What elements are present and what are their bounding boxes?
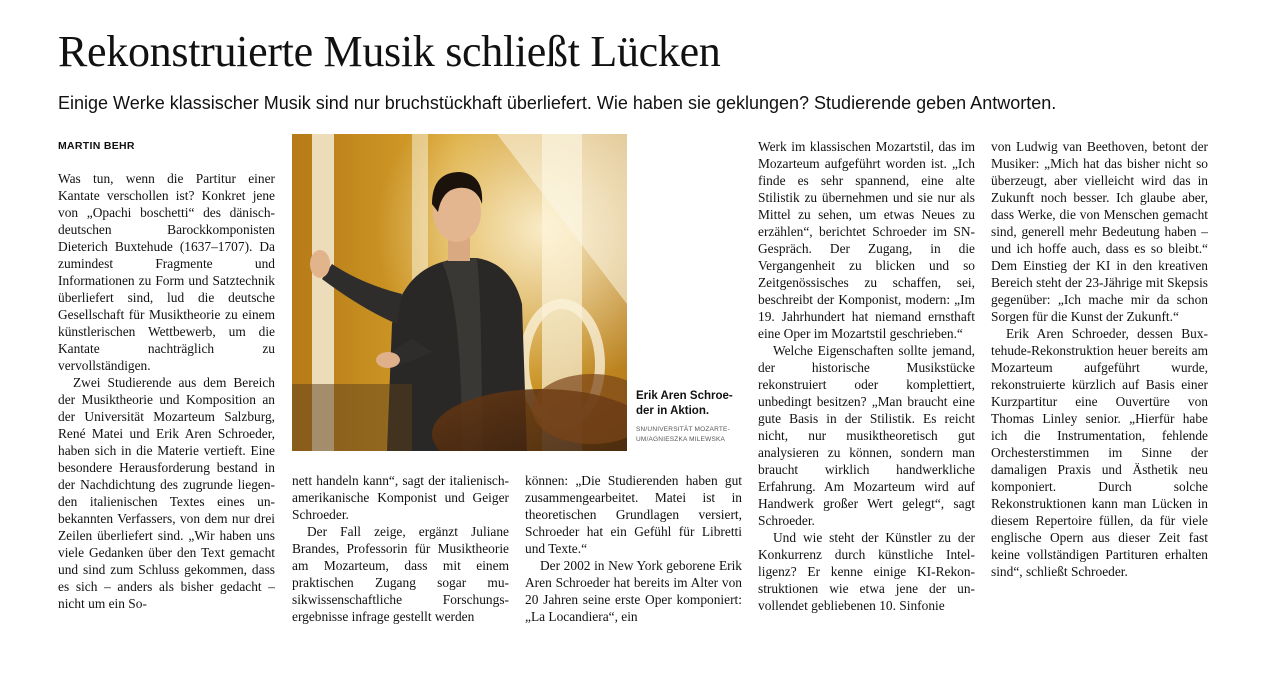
article-column-4 [758, 138, 975, 614]
article-column-3 [525, 472, 742, 625]
paragraph: Und wie steht der Künstler zu der Konkurrenz durch künstliche Intelligenz? Er kenne einige KI-Rekonstruktionen wie etwa jene der unvollendet gebliebenen 10. Sinfonie [758, 530, 975, 613]
paragraph: nett handeln kann“, sagt der italienisch-amerikanische Komponist und Geiger Schroeder. [292, 473, 509, 522]
conductor-photo-illustration [292, 134, 627, 451]
article-photo [292, 134, 627, 451]
paragraph: Der Fall zeige, ergänzt Juliane Brandes, Professorin für Musiktheorie am Mozarteum, dass mit einem praktischen Zugang sogar musikwissenschaftliche Forschungsergebnisse infrage gestellt werden [292, 524, 509, 624]
paragraph: von Ludwig van Beethoven, betont der Musiker: „Mich hat das bisher nicht so überzeugt, aber vielleicht wird das in Zukunft noch besser. Ich glaube aber, dass Werke, die von Menschen gemacht sind, generell mehr Bedeutung haben – und ich hoffe auch, dass es so bleibt.“ Dem Einstieg der KI in den kreativen Bereich steht der 23-Jährige mit Skepsis gegenüber: „Ich mache mir da schon Sorgen für die Kunst der Zukunft.“ [991, 139, 1208, 324]
article-column-5 [991, 138, 1208, 580]
article-subheadline: Einige Werke klassischer Musik sind nur bruchstückhaft überliefert. Wie haben sie geklungen? Studierende geben Antworten. [58, 93, 1057, 113]
article-headline: Rekonstruierte Musik schließt Lücken [58, 27, 721, 76]
article-column-1 [58, 170, 275, 612]
paragraph: Erik Aren Schroeder, dessen Buxtehude-Rekonstruktion heuer bereits am Mozarteum aufgeführt wurde, rekonstruierte kürzlich auf Basis einer Kurzpartitur eine Ouvertüre von Thomas Linley senior. „Hierfür habe ich die Instrumentation, fehlende Orchesterstimmen im Sinne der damaligen Praxis und Ästhetik neu komponiert. Durch solche Rekonstruktionen kann man Lücken in diesem Repertoire füllen, da für viele englische Opern aus dieser Zeit fast keine vollständigen Partituren erhalten sind“, schließt Schroeder. [991, 326, 1208, 579]
paragraph: können: „Die Studierenden haben gut zusammengearbeitet. Matei ist in theoretischen Grundlagen versiert, Schroeder hat ein Gefühl für Libretti und Texte.“ [525, 473, 742, 556]
paragraph: Zwei Studierende aus dem Bereich der Musiktheorie und Komposition an der Universität Mozarteum Salzburg, René Matei und Erik Aren Schroeder, haben sich in die Materie vertieft. Eine besondere Herausforderung bestand in der Nachdichtung des zugrunde liegenden italienischen Textes eines unbekannten Verfassers, von dem nur drei Zeilen überliefert sind. „Wir haben uns viele Gedanken über den Text gemacht und sind zum Schluss gekommen, dass es sich – anders als bisher gedacht – nicht um ein So- [58, 375, 275, 611]
paragraph: Was tun, wenn die Partitur einer Kantate verschollen ist? Konkret jene von „Opachi boschetti“ des dänisch-deutschen Barockkomponisten Dieterich Buxtehude (1637–1707). Da zumindest Fragmente und Informationen zu Form und Satztechnik überliefert sind, lud die deutsche Gesellschaft für Musiktheorie zu einem künstlerischen Wettbewerb, um die Kantate nachträglich zu vervollständigen. [58, 171, 275, 373]
photo-caption: Erik Aren Schroeder in Aktion. [636, 390, 733, 417]
article-column-2 [292, 472, 509, 625]
author-byline: MARTIN BEHR [58, 140, 135, 152]
paragraph: Werk im klassischen Mozartstil, das im Mozarteum aufgeführt worden ist. „Ich finde es sehr spannend, eine alte Stilistik zu übernehmen und sie nur als Mittel zu sehen, um etwas Neues zu erzählen“, berichtet Schroeder im SN-Gespräch. Der Zugang, in die Vergangenheit zu blicken und so Zeitgenössisches zu schaffen, sei, beschreibt der Komponist, modern: „Im 19. Jahrhundert hat niemand ernsthaft eine Oper im Mozartstil geschrieben.“ [758, 139, 975, 341]
paragraph: Welche Eigenschaften sollte jemand, der historische Musikstücke rekonstruiert oder komplettiert, unbedingt besitzen? „Man braucht eine gute Basis in der Stilistik. Es reicht nicht, nur musiktheoretisch gut analysieren zu können, sondern man braucht wirklich handwerkliche Erfahrung. Am Mozarteum wird auf Handwerk großer Wert gelegt“, sagt Schroeder. [758, 343, 975, 528]
photo-caption-block [636, 389, 736, 445]
photo-credit: SN/UNIVERSITÄT MOZARTEUM/AGNIESZKA MILEWSKA [636, 426, 730, 443]
paragraph: Der 2002 in New York geborene Erik Aren Schroeder hat bereits im Alter von 20 Jahren seine erste Oper komponiert: „La Locandiera“, ein [525, 558, 742, 624]
